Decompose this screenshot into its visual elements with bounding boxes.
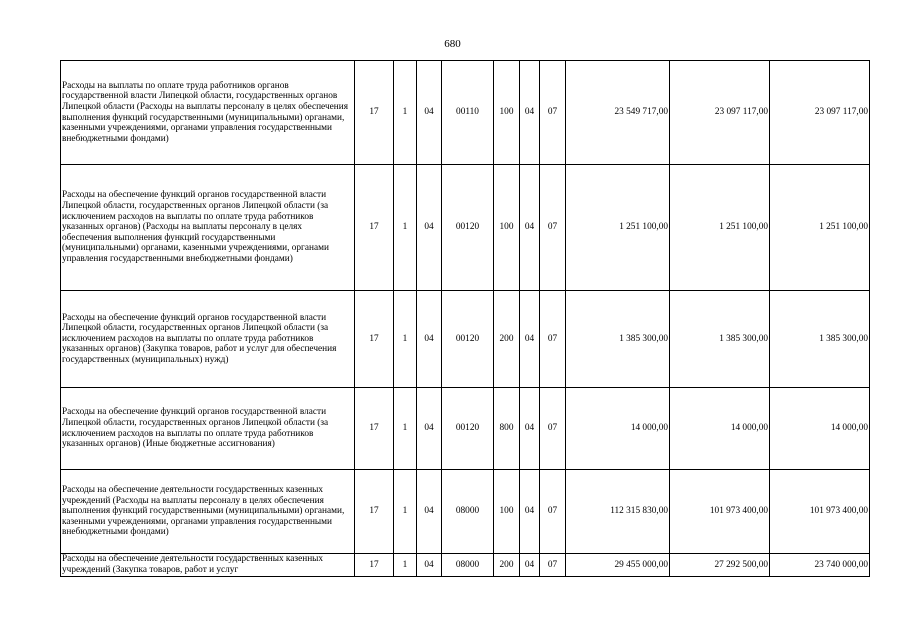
table-row <box>61 165 870 291</box>
row-description: Расходы на обеспечение деятельности государственных казенных учреждений (Закупка товаров, работ и услуг <box>61 554 355 577</box>
code-cell: 04 <box>417 165 442 291</box>
code-cell: 1 <box>394 61 417 165</box>
code-cell: 04 <box>417 61 442 165</box>
code-cell: 1 <box>394 554 417 577</box>
code-cell: 1 <box>394 165 417 291</box>
code-cell: 100 <box>494 470 520 554</box>
amount-cell: 101 973 400,00 <box>770 470 870 554</box>
amount-cell: 112 315 830,00 <box>566 470 670 554</box>
code-cell: 17 <box>355 470 394 554</box>
code-cell: 00120 <box>442 388 494 470</box>
amount-cell: 1 385 300,00 <box>566 291 670 388</box>
code-cell: 04 <box>417 291 442 388</box>
amount-cell: 23 097 117,00 <box>670 61 770 165</box>
code-cell: 07 <box>540 291 566 388</box>
code-cell: 100 <box>494 61 520 165</box>
amount-cell: 23 097 117,00 <box>770 61 870 165</box>
code-cell: 04 <box>520 554 540 577</box>
code-cell: 04 <box>417 554 442 577</box>
amount-cell: 29 455 000,00 <box>566 554 670 577</box>
code-cell: 04 <box>520 470 540 554</box>
code-cell: 100 <box>494 165 520 291</box>
amount-cell: 101 973 400,00 <box>670 470 770 554</box>
table-row <box>61 554 870 577</box>
code-cell: 07 <box>540 165 566 291</box>
code-cell: 07 <box>540 388 566 470</box>
code-cell: 04 <box>417 388 442 470</box>
budget-table <box>60 60 870 577</box>
code-cell: 00120 <box>442 291 494 388</box>
page-number: 680 <box>444 38 461 50</box>
amount-cell: 23 549 717,00 <box>566 61 670 165</box>
code-cell: 00110 <box>442 61 494 165</box>
table-row <box>61 61 870 165</box>
code-cell: 17 <box>355 291 394 388</box>
code-cell: 200 <box>494 554 520 577</box>
amount-cell: 23 740 000,00 <box>770 554 870 577</box>
amount-cell: 1 251 100,00 <box>670 165 770 291</box>
code-cell: 04 <box>520 61 540 165</box>
table-row <box>61 291 870 388</box>
row-description: Расходы на обеспечение функций органов государственной власти Липецкой области, государственных органов Липецкой области (за исключением расходов на выплаты по оплате труда работников указанных органов) (Закупка товаров, работ и услуг для обеспечения государственных (муниципальных) нужд) <box>61 291 355 388</box>
code-cell: 07 <box>540 554 566 577</box>
amount-cell: 27 292 500,00 <box>670 554 770 577</box>
code-cell: 04 <box>417 470 442 554</box>
code-cell: 1 <box>394 388 417 470</box>
row-description: Расходы на выплаты по оплате труда работников органов государственной власти Липецкой области, государственных органов Липецкой области (Расходы на выплаты персоналу в целях обеспечения выполнения функций государственными (муниципальными) органами, казенными учреждениями, органами управления государственными внебюджетными фондами) <box>61 61 355 165</box>
amount-cell: 14 000,00 <box>670 388 770 470</box>
row-description: Расходы на обеспечение функций органов государственной власти Липецкой области, государственных органов Липецкой области (за исключением расходов на выплаты по оплате труда работников указанных органов) (Расходы на выплаты персоналу в целях обеспечения выполнения функций государственными (муниципальными) органами, казенными учреждениями, органами управления государственными внебюджетными фондами) <box>61 165 355 291</box>
code-cell: 04 <box>520 165 540 291</box>
amount-cell: 1 385 300,00 <box>670 291 770 388</box>
code-cell: 1 <box>394 291 417 388</box>
code-cell: 17 <box>355 554 394 577</box>
amount-cell: 1 385 300,00 <box>770 291 870 388</box>
code-cell: 04 <box>520 388 540 470</box>
code-cell: 08000 <box>442 554 494 577</box>
code-cell: 800 <box>494 388 520 470</box>
row-description: Расходы на обеспечение деятельности государственных казенных учреждений (Расходы на выплаты персоналу в целях обеспечения выполнения функций государственными (муниципальными) органами, казенными учреждениями, органами управления государственными внебюджетными фондами) <box>61 470 355 554</box>
code-cell: 08000 <box>442 470 494 554</box>
amount-cell: 14 000,00 <box>566 388 670 470</box>
code-cell: 200 <box>494 291 520 388</box>
code-cell: 17 <box>355 61 394 165</box>
amount-cell: 1 251 100,00 <box>770 165 870 291</box>
code-cell: 07 <box>540 61 566 165</box>
code-cell: 00120 <box>442 165 494 291</box>
code-cell: 1 <box>394 470 417 554</box>
code-cell: 04 <box>520 291 540 388</box>
amount-cell: 14 000,00 <box>770 388 870 470</box>
code-cell: 07 <box>540 470 566 554</box>
table-row <box>61 388 870 470</box>
code-cell: 17 <box>355 165 394 291</box>
amount-cell: 1 251 100,00 <box>566 165 670 291</box>
row-description: Расходы на обеспечение функций органов государственной власти Липецкой области, государственных органов Липецкой области (за исключением расходов на выплаты по оплате труда работников указанных органов) (Иные бюджетные ассигнования) <box>61 388 355 470</box>
code-cell: 17 <box>355 388 394 470</box>
table-row <box>61 470 870 554</box>
